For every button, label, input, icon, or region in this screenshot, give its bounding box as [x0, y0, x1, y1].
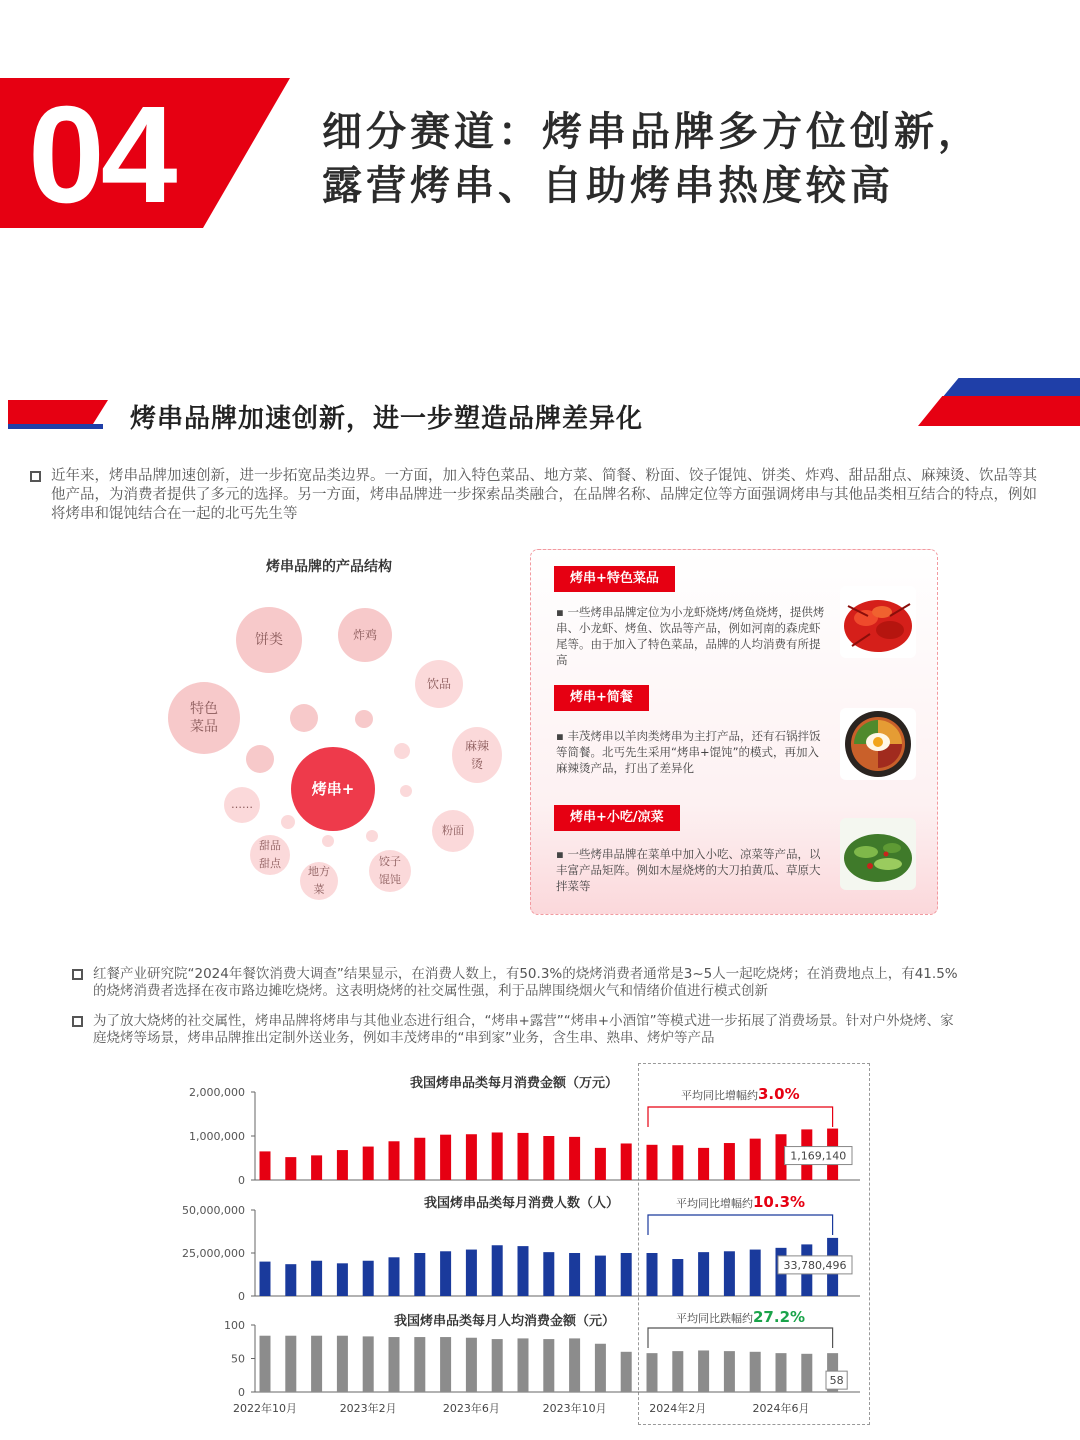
card-text-jiancan: ▪ 丰茂烤串以羊肉类烤串为主打产品，还有石锅拌饭等简餐。北丐先生采用“烤串+馄饨”的模式，再加入麻辣烫产品，打出了差异化: [556, 729, 821, 775]
chart3-y-tick-label: 100: [224, 1319, 245, 1332]
bullet-square-icon: [72, 969, 83, 980]
chart3-growth-label: 平均同比跌幅约: [676, 1312, 753, 1325]
intro-paragraph: [30, 467, 1040, 524]
x-tick-label: 2024年6月: [752, 1402, 810, 1415]
chart1-bar: [621, 1143, 632, 1180]
chart3-bar: [621, 1352, 632, 1392]
chart3-title: 我国烤串品类每月人均消费金额（元）: [394, 1314, 616, 1329]
bubble-fenmian: 粉面: [432, 810, 474, 852]
card-text-tese: ▪ 一些烤串品牌定位为小龙虾烧烤/烤鱼烧烤，提供烤串、小龙虾、烤鱼、饮品等产品，例如河南的森虎虾尾等。由于加入了特色菜品，品牌的人均消费有所提高: [556, 605, 825, 667]
bubble-yinpin: 饮品: [415, 660, 463, 708]
card-tag-tese: 烤串+特色菜品: [554, 566, 675, 592]
chart2-bar: [724, 1251, 735, 1296]
chart3-bar: [595, 1344, 606, 1392]
chart1-bar: [698, 1148, 709, 1180]
chart3-bar: [363, 1336, 374, 1392]
bullet-social: [72, 1013, 962, 1047]
chart1-title: 我国烤串品类每月消费金额（万元）: [410, 1076, 619, 1091]
chart3-bar: [466, 1338, 477, 1392]
chart2-bar: [337, 1263, 348, 1296]
chart2-bar: [466, 1250, 477, 1296]
dot-decoration: [246, 745, 274, 773]
chart2-bar: [518, 1246, 529, 1296]
bubble-core-kaochuan: 烤串+: [291, 747, 375, 831]
card-tag-xiaochi: 烤串+小吃/凉菜: [554, 805, 680, 831]
chart2-bar: [440, 1251, 451, 1296]
bibimbap-image: [840, 708, 916, 780]
chart1-bar: [518, 1133, 529, 1180]
intro-text: 近年来，烤串品牌加速创新，进一步拓宽品类边界。一方面，加入特色菜品、地方菜、简餐、粉面、饺子馄饨、饼类、炸鸡、甜品甜点、麻辣烫、饮品等其他产品，为消费者提供了多元的选择。另一方面，烤串品牌进一步探索品类融合，在品牌名称、品牌定位等方面强调烤串与其他品类相互结合的特点，例如将烤串和馄饨结合在一起的北丐先生等: [51, 468, 1037, 522]
bubble-jiaozi-huntun: 饺子馄饨: [369, 850, 411, 892]
dot-decoration: [281, 815, 295, 829]
card-tag-jiancan: 烤串+简餐: [554, 685, 649, 711]
chart2-bar: [595, 1256, 606, 1296]
chart3-y-tick-label: 50: [231, 1352, 245, 1366]
chart1-bar: [363, 1147, 374, 1180]
bullet-survey-text: 红餐产业研究院“2024年餐饮消费大调查”结果显示，在消费人数上，有50.3%的烧烤消费者通常是3~5人一起吃烧烤；在消费地点上，有41.5%的烧烤消费者选择在夜市路边摊吃烧烤。这表明烧烤的社交属性强，利于品牌围绕烟火气和情绪价值进行模式创新: [93, 966, 958, 999]
chart3-growth-value: 27.2%: [753, 1308, 806, 1326]
chart2-bar: [311, 1261, 322, 1296]
chart3-bar: [750, 1352, 761, 1392]
chart2-bar: [750, 1250, 761, 1296]
chart2-bar: [621, 1253, 632, 1296]
bubble-difangcai: 地方菜: [300, 862, 338, 900]
chart3-bar: [724, 1351, 735, 1392]
x-tick-label: 2022年10月: [233, 1402, 297, 1415]
chart3-bar: [389, 1337, 400, 1392]
chart3-bar: [285, 1336, 296, 1392]
chart3-bar: [492, 1339, 503, 1392]
chart2-bar: [569, 1253, 580, 1296]
chart1-y-tick-label: 1,000,000: [189, 1130, 245, 1143]
cucumber-salad-image: [840, 818, 916, 890]
chart3-bar: [311, 1336, 322, 1392]
chart3-bar: [801, 1354, 812, 1392]
x-tick-label: 2023年6月: [442, 1402, 500, 1415]
chart1-bar: [569, 1137, 580, 1180]
chart1-bar: [672, 1145, 683, 1180]
chart3-bar: [414, 1337, 425, 1392]
dot-decoration: [355, 710, 373, 728]
section-number: 04: [28, 78, 174, 232]
chart3-bar: [440, 1337, 451, 1392]
banner-left-red-stripe: [8, 400, 108, 424]
chart3-bar: [543, 1339, 554, 1392]
dot-decoration: [290, 704, 318, 732]
section-title: 烤串品牌加速创新，进一步塑造品牌差异化: [130, 404, 644, 434]
chart2-bar: [647, 1253, 658, 1296]
bubble-tianpin: 甜品甜点: [250, 835, 290, 875]
chart2-bar: [543, 1252, 554, 1296]
chart2-last-value-label: 33,780,496: [783, 1258, 847, 1272]
chart3-y-tick-label: 0: [238, 1386, 245, 1399]
consumption-charts: [0, 1060, 1080, 1440]
chart1-bar: [466, 1134, 477, 1180]
banner-right-blue-stripe: [942, 378, 1080, 398]
chart2-bar: [492, 1245, 503, 1296]
chart3-bar: [518, 1338, 529, 1392]
chart3-bar: [260, 1336, 271, 1392]
chart1-bar: [389, 1141, 400, 1180]
dot-decoration: [322, 835, 334, 847]
bullet-square-icon: [30, 471, 41, 482]
chart2-growth-bracket: [648, 1215, 833, 1235]
chart2-y-tick-label: 50,000,000: [182, 1204, 245, 1217]
bullet-square-icon: [72, 1016, 83, 1027]
chart2-growth-label: 平均同比增幅约: [676, 1197, 753, 1210]
chart2-title: 我国烤串品类每月消费人数（人）: [424, 1196, 620, 1211]
crayfish-image: [840, 586, 916, 658]
chart1-bar: [311, 1155, 322, 1180]
chart2-bar: [260, 1262, 271, 1296]
dot-decoration: [394, 743, 410, 759]
chart2-y-tick-label: 25,000,000: [182, 1247, 245, 1260]
chart3-last-value-label: 58: [829, 1374, 844, 1388]
x-tick-label: 2024年2月: [649, 1402, 707, 1415]
chart2-bar: [698, 1252, 709, 1296]
chart3-bar: [337, 1336, 348, 1392]
chart3-bar: [569, 1338, 580, 1392]
chart3-bar: [672, 1351, 683, 1392]
chart2-bar: [414, 1253, 425, 1296]
bubble-bing: 饼类: [236, 607, 302, 673]
chart1-bar: [492, 1132, 503, 1180]
x-tick-label: 2023年10月: [542, 1402, 607, 1415]
chart1-y-tick-label: 0: [238, 1174, 245, 1187]
chart1-bar: [414, 1138, 425, 1180]
diagram-title: 烤串品牌的产品结构: [266, 559, 392, 575]
chart1-y-tick-label: 2,000,000: [189, 1086, 245, 1099]
chart2-growth-value: 10.3%: [753, 1193, 806, 1211]
bubble-zhaji: 炸鸡: [338, 608, 392, 662]
card-text-xiaochi: ▪ 一些烤串品牌在菜单中加入小吃、凉菜等产品，以丰富产品矩阵。例如木屋烧烤的大刀拍黄瓜、草原大拌菜等: [556, 847, 821, 893]
chart2-bar: [363, 1261, 374, 1296]
bullet-social-text: 为了放大烧烤的社交属性，烤串品牌将烤串与其他业态进行组合，“烤串+露营”“烤串+小酒馆”等模式进一步拓展了消费场景。针对户外烧烤、家庭烧烤等场景，烤串品牌推出定制外送业务，例如丰茂烤串的“串到家”业务，含生串、熟串、烤炉等产品: [93, 1013, 954, 1046]
chart1-bar: [543, 1136, 554, 1180]
bubble-malatang: 麻辣烫: [452, 727, 502, 783]
dot-decoration: [366, 830, 378, 842]
chart1-bar: [285, 1157, 296, 1180]
page-title-line1: 细分赛道：烤串品牌多方位创新，: [322, 109, 982, 155]
x-tick-label: 2023年2月: [339, 1402, 397, 1415]
chart2-bar: [672, 1259, 683, 1296]
chart1-bar: [724, 1143, 735, 1180]
chart1-bar: [595, 1148, 606, 1180]
dot-decoration: [400, 785, 412, 797]
chart2-bar: [285, 1264, 296, 1296]
chart1-bar: [337, 1150, 348, 1180]
page-title-line2: 露营烤串、自助烤串热度较高: [322, 163, 894, 209]
bubble-ellipsis: ……: [224, 787, 260, 823]
chart1-bar: [647, 1145, 658, 1180]
chart1-bar: [440, 1135, 451, 1180]
chart3-bar: [776, 1353, 787, 1392]
chart3-growth-bracket: [648, 1328, 833, 1348]
banner-right-red-stripe: [918, 396, 1080, 426]
chart1-bar: [260, 1151, 271, 1180]
chart1-last-value-label: 1,169,140: [790, 1149, 847, 1163]
chart2-bar: [389, 1257, 400, 1296]
chart3-bar: [698, 1350, 709, 1392]
bullet-survey: [72, 966, 962, 1000]
banner-left-blue-stripe: [8, 424, 103, 429]
chart1-growth-value: 3.0%: [758, 1085, 800, 1103]
chart3-bar: [647, 1353, 658, 1392]
chart1-bar: [750, 1139, 761, 1180]
chart1-growth-label: 平均同比增幅约: [681, 1089, 758, 1102]
chart1-growth-bracket: [648, 1107, 833, 1127]
chart2-y-tick-label: 0: [238, 1290, 245, 1303]
combination-panel: [530, 549, 938, 915]
bubble-tese-caipin: 特色菜品: [168, 682, 240, 754]
